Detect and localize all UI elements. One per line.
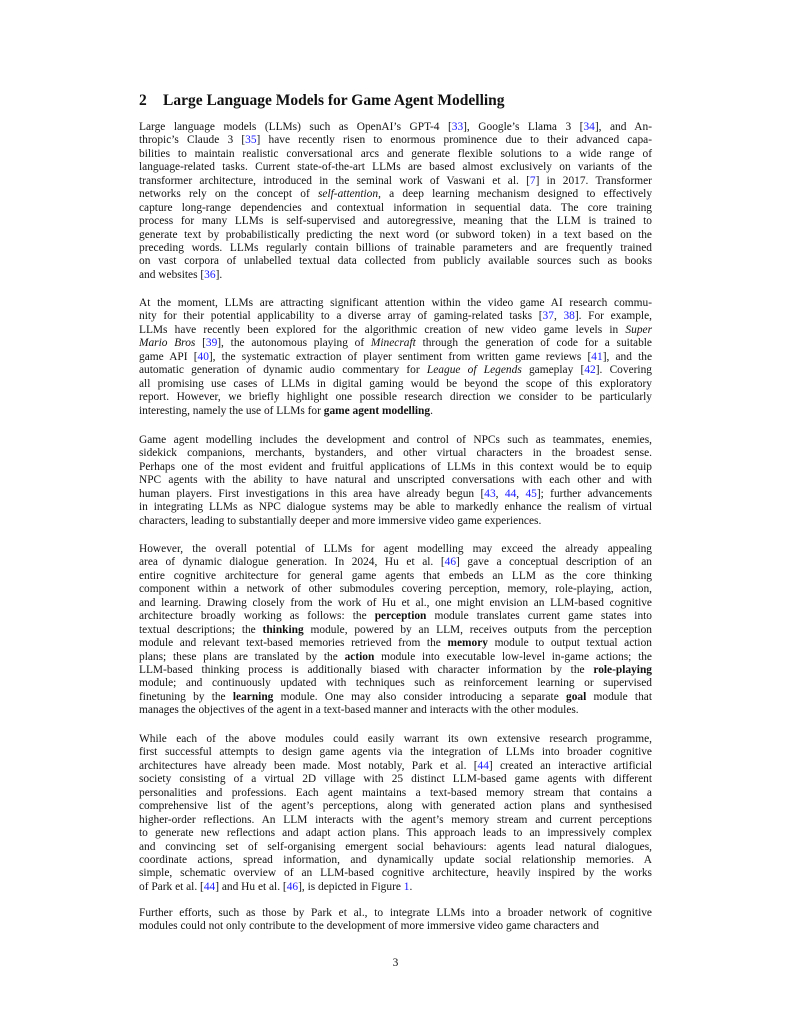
text-run: architectures have already been made. Most notably, Park et al. [	[139, 759, 478, 772]
citation-link[interactable]: 34	[583, 121, 595, 133]
text-run: human players. First investigations in this area have already begun [	[139, 487, 485, 500]
text-line	[139, 597, 652, 610]
text-run: ]. Covering	[595, 364, 652, 377]
text-run: Further efforts, such as those by Park et al., to integrate LLMs into a broader network of cognitive	[139, 907, 652, 919]
text-run: in integrating LLMs as NPC dialogue systems may be able to markedly enhance the realism of virtual	[139, 501, 652, 514]
text-run: architecture broadly working as follows: the	[139, 610, 375, 623]
paragraph-llm-overview	[139, 121, 652, 282]
text-line	[139, 488, 652, 501]
bold-term: action	[344, 650, 375, 663]
citation-link[interactable]: 42	[584, 364, 596, 377]
bold-term: game agent modelling	[323, 404, 431, 417]
text-run: game API [	[139, 350, 198, 363]
text-run: automatic generation of dynamic audio commentary for	[139, 364, 427, 377]
text-run: NPC agents with the ability to have natural and unscripted conversations with each other and with	[139, 474, 652, 487]
text-run: transformer architecture, introduced in the seminal work of Vaswani et al. [	[139, 174, 530, 187]
text-run: module. One may also consider introducing a separate	[273, 690, 566, 703]
text-run: on vast corpora of unlabelled textual data collected from publicly available sources such as books	[139, 255, 652, 268]
text-line	[139, 391, 652, 404]
text-line	[139, 800, 652, 813]
text-line	[139, 691, 652, 704]
text-line	[139, 570, 652, 583]
citation-link[interactable]: 7	[529, 174, 536, 187]
text-line	[139, 242, 652, 255]
text-line	[139, 556, 652, 569]
citation-link[interactable]: 44	[203, 880, 216, 893]
text-line	[139, 434, 652, 447]
citation-link[interactable]: 44	[504, 487, 517, 500]
text-run: However, the overall potential of LLMs for agent modelling may exceed the already appealing	[139, 543, 652, 555]
text-run: through the generation of code for a suitable	[415, 337, 652, 350]
bold-term: learning	[232, 690, 274, 703]
citation-link[interactable]: 43	[484, 487, 496, 500]
text-run: and learning. Drawing closely from the work of Hu et al., one might envision an LLM-based cognitive	[139, 596, 652, 609]
text-run: At the moment, LLMs are attracting significant attention within the video game AI research commu-	[139, 297, 652, 309]
text-run: nity for their potential applicability to a diverse array of gaming-related tasks [	[139, 310, 543, 323]
citation-link[interactable]: 36	[204, 268, 216, 281]
text-run: personalities and professions. Each agent maintains a text-based memory stream that contains a	[139, 786, 652, 799]
text-run: ] in 2017. Transformer	[535, 174, 652, 187]
text-run: module into executable low-level in-game actions; the	[374, 650, 652, 663]
text-run: ], the systematic extraction of player sentiment from written game reviews [	[208, 350, 592, 363]
text-run: generate text by probabilistically predicting the next word (or subword token) in a text based on the	[139, 228, 652, 241]
text-line	[139, 229, 652, 242]
text-run: ] have recently risen to enormous prominence due to their advanced capa-	[256, 134, 652, 147]
text-run: manages the objectives of the agent in a text-based manner and interacts with the other modules.	[139, 704, 579, 717]
text-run: ] and Hu et al. [	[215, 880, 287, 893]
text-run: society consisting of a virtual 2D village with 25 distinct LLM-based game agents with different	[139, 773, 652, 786]
text-line	[139, 664, 652, 677]
text-line	[139, 501, 652, 514]
text-run: Perhaps one of the most evident and fruitful applications of LLMs in this context would be to equip	[139, 460, 652, 473]
text-run: LLMs have recently been explored for the algorithmic creation of new video game levels in	[139, 323, 626, 336]
section-heading	[139, 92, 505, 110]
text-run: textual descriptions; the	[139, 623, 263, 636]
text-line	[139, 760, 652, 773]
text-line	[139, 324, 652, 337]
text-line	[139, 651, 652, 664]
text-line	[139, 405, 652, 418]
text-run: entire cognitive architecture for general game agents that embeds an LLM as the core thinking	[139, 569, 652, 582]
text-line	[139, 351, 652, 364]
text-line	[139, 677, 652, 690]
text-run: coordinate actions, spread information, and dynamically update social relationship memories. A	[139, 853, 652, 866]
text-line	[139, 461, 652, 474]
text-line	[139, 337, 652, 350]
text-run: ], the autonomous playing of	[217, 337, 371, 350]
text-run: to generate new reflections and adapt action plans. This approach leads to an impressively complex	[139, 827, 652, 840]
text-run: , a deep learning mechanism designed to effectively	[378, 188, 653, 201]
text-run: higher-order reflections. An LLM interacts with the agent’s memory stream and current perceptions	[139, 813, 652, 826]
paragraph-llm-game-ai	[139, 297, 652, 418]
text-line	[139, 447, 652, 460]
text-run: ]. For example,	[574, 310, 652, 323]
page-number: 3	[392, 957, 399, 969]
citation-link[interactable]: 37	[542, 310, 554, 323]
text-run: ], and the	[602, 350, 652, 363]
text-line	[139, 827, 652, 840]
text-run: ] created an interactive artificial	[488, 759, 652, 772]
italic-term: self-attention	[317, 188, 379, 201]
text-run: finetuning by the	[139, 690, 233, 703]
text-run: ,	[495, 487, 505, 500]
text-run: sidekick companions, merchants, bystanders, and other virtual characters in the broadest sense.	[139, 447, 652, 460]
citation-link[interactable]: 44	[477, 759, 489, 772]
text-line	[139, 733, 652, 746]
text-line	[139, 202, 652, 215]
section-title: Large Language Models for Game Agent Modelling	[163, 92, 505, 109]
text-run: report. However, we briefly highlight one possible research direction we consider to be particularly	[139, 391, 652, 404]
text-run: module; and continuously updated with techniques such as reinforcement learning or supervised	[139, 677, 652, 690]
text-line	[139, 543, 652, 556]
text-run: module translates current game states into	[426, 610, 652, 623]
bold-term: goal	[566, 690, 587, 703]
citation-link[interactable]: 35	[245, 134, 257, 147]
text-line	[139, 364, 652, 377]
text-run: bilities to maintain realistic conversational arcs and generate flexible solutions to a wide range of	[139, 147, 652, 160]
text-line	[139, 610, 652, 623]
bold-term: perception	[374, 610, 427, 623]
text-line	[139, 637, 652, 650]
italic-term: Minecraft	[370, 337, 416, 350]
text-run: simple, schematic overview of an LLM-based cognitive architecture, heavily inspired by the works	[139, 867, 652, 880]
text-line	[139, 704, 652, 717]
citation-link[interactable]: 38	[563, 310, 575, 323]
paragraph-cognitive-architecture	[139, 543, 652, 718]
text-run: LLM-based thinking process is additionally biased with character information by the	[139, 663, 594, 676]
text-run: area of dynamic dialogue generation. In 2024, Hu et al. [	[139, 556, 445, 569]
citation-link[interactable]: 46	[286, 880, 299, 893]
text-run: modules could not only contribute to the development of more immersive video game characters and	[139, 920, 599, 933]
text-line	[139, 515, 652, 528]
italic-term: League of Legends	[426, 364, 522, 377]
text-line	[139, 907, 652, 920]
text-line	[139, 188, 652, 201]
text-run: ,	[516, 487, 526, 500]
citation-link[interactable]: 39	[205, 337, 218, 350]
text-run: language-related tasks. Current state-of-the-art LLMs are based almost exclusively on variants of the	[139, 161, 652, 174]
text-run: While each of the above modules could easily warrant its own extensive research programme,	[139, 733, 652, 745]
text-run: plans; these plans are translated by the	[139, 650, 345, 663]
text-run: and websites [	[139, 268, 205, 281]
text-line	[139, 297, 652, 310]
text-run: module that	[586, 690, 653, 703]
text-line	[139, 269, 652, 282]
text-line	[139, 161, 652, 174]
text-line	[139, 134, 652, 147]
text-run: interesting, namely the use of LLMs for	[139, 404, 324, 417]
text-line	[139, 175, 652, 188]
citation-link[interactable]: 33	[451, 121, 464, 133]
text-run: thropic’s Claude 3 [	[139, 134, 246, 147]
text-line	[139, 773, 652, 786]
citation-link[interactable]: 1	[403, 880, 410, 893]
text-run: module and relevant text-based memories retrieved from the	[139, 637, 448, 650]
text-line	[139, 841, 652, 854]
text-line	[139, 867, 652, 880]
text-run: [	[195, 337, 206, 350]
text-run: module, powered by an LLM, receives outputs from the perception	[303, 623, 652, 636]
text-run: gameplay [	[521, 364, 585, 377]
bold-term: memory	[447, 637, 488, 650]
text-line	[139, 378, 652, 391]
text-run: component within a network of other submodules covering perception, memory, role-playing, action,	[139, 583, 652, 596]
text-run: Large language models (LLMs) such as OpenAI’s GPT-4 [	[139, 121, 452, 133]
text-run: characters, leading to substantially deeper and more immersive video game experiences.	[139, 514, 542, 527]
bold-term: thinking	[262, 623, 304, 636]
text-line	[139, 787, 652, 800]
text-line	[139, 624, 652, 637]
text-run: ], and An-	[594, 121, 652, 133]
citation-link[interactable]: 40	[197, 350, 209, 363]
text-run: preceding words. LLMs regularly contain billions of trainable parameters and are frequently trained	[139, 241, 652, 254]
italic-term: Mario Bros	[139, 337, 196, 350]
text-line	[139, 854, 652, 867]
text-run: ], is depicted in Figure	[298, 880, 404, 893]
text-run: capture long-range dependencies and contextual information in sequential data. The core training	[139, 201, 652, 214]
text-line	[139, 814, 652, 827]
citation-link[interactable]: 45	[525, 487, 537, 500]
text-line	[139, 255, 652, 268]
text-run: and convincing set of self-organising emergent social behaviours: agents lead natural dialogues,	[139, 840, 652, 853]
paragraph-agent-modelling	[139, 434, 652, 528]
text-run: ,	[553, 310, 564, 323]
text-run: .	[409, 880, 413, 893]
text-line	[139, 920, 652, 933]
text-run: Game agent modelling includes the development and control of NPCs such as teammates, enemies,	[139, 434, 652, 446]
text-run: .	[430, 404, 433, 417]
text-run: process for many LLMs is self-supervised and autoregressive, meaning that the LLM is trained to	[139, 215, 652, 228]
text-line	[139, 474, 652, 487]
citation-link[interactable]: 41	[591, 350, 603, 363]
text-run: first successful attempts to design game agents via the integration of LLMs into broader cognitive	[139, 746, 652, 759]
text-run: comprehensive list of the agent’s perceptions, along with generated action plans and synthesised	[139, 800, 652, 813]
text-line	[139, 583, 652, 596]
section-number: 2	[139, 92, 147, 109]
text-run: module to output textual action	[487, 637, 652, 650]
text-line	[139, 310, 652, 323]
text-line	[139, 121, 652, 134]
italic-term: Super	[625, 323, 652, 336]
text-line	[139, 148, 652, 161]
text-run: ].	[215, 268, 223, 281]
bold-term: role-playing	[593, 663, 652, 676]
text-run: ]; further advancements	[536, 487, 653, 500]
text-run: ] gave a conceptual description of an	[456, 556, 652, 569]
paragraph-park-et-al	[139, 733, 652, 894]
text-run: networks rely on the concept of	[139, 188, 318, 201]
text-run: of Park et al. [	[139, 880, 204, 893]
paragraph-further-efforts	[139, 907, 652, 934]
text-run: all promising use cases of LLMs in digital gaming would be beyond the scope of this exploratory	[139, 377, 652, 390]
text-run: ], Google’s Llama 3 [	[463, 121, 584, 133]
text-line	[139, 746, 652, 759]
text-line	[139, 881, 652, 894]
text-line	[139, 215, 652, 228]
citation-link[interactable]: 46	[444, 556, 457, 569]
